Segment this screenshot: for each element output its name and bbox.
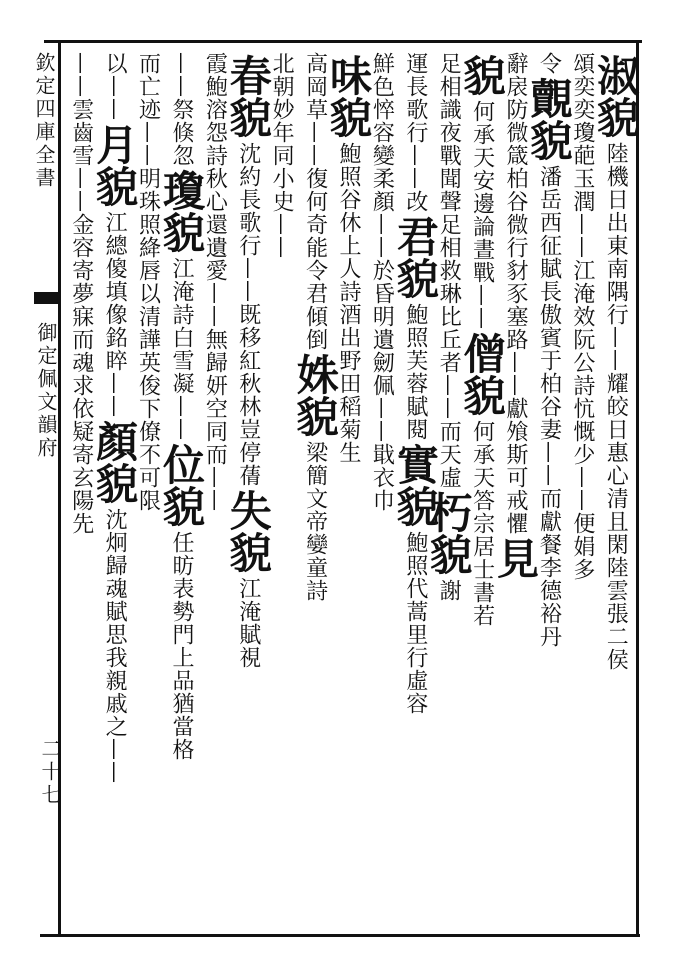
entry-headword: 位貌 — [156, 443, 206, 527]
entry-text: 江淹賦視 — [235, 577, 261, 669]
entry-text: 任昉表勢門上品猶當格 — [168, 531, 194, 761]
entry-text: 鮮色悴容變柔顏 — [369, 52, 395, 213]
entry-text: 何承天安邊論晝戰—— — [469, 100, 495, 330]
entry-text: 扆防微箴柏谷微行豺豕塞路——獻飧斯可戒懼 — [503, 75, 529, 535]
entry-text: 鮑照谷休上人詩酒出野田稻菊生 — [336, 142, 361, 464]
entry-text: 而亡迹 — [135, 52, 161, 121]
entry-text: 頌奕奕瓊葩玉潤——江淹效阮公詩忼慨少——便娟多 — [569, 52, 595, 581]
margin-page-number: 二十七 — [38, 738, 62, 807]
entry-text: 以清譁英俊下僚不可限 — [135, 282, 161, 512]
margin-book-title: 御定佩文韻府 — [34, 322, 58, 460]
entry-headword: 僧貌 — [457, 332, 507, 416]
entry-text: 空同而—— — [202, 397, 228, 512]
entry-text: 梁簡文帝孌童詩 — [302, 441, 328, 602]
entry-text: 鮑溶怨詩秋心還遺愛——無歸妍 — [202, 75, 228, 397]
entry-text: 江淹詩白雪凝—— — [168, 257, 194, 441]
entry-headword: 君貌 — [390, 215, 440, 299]
entry-text: 霞 — [202, 52, 228, 75]
entry-text: 何承天答宗居士書若 — [469, 420, 495, 627]
margin-top-text: 欽定四庫全書 — [32, 52, 56, 190]
entry-headword: 失貌 — [223, 489, 273, 573]
entry-headword: 貌 — [457, 54, 507, 96]
entry-text: 寄夢寐而魂求依疑寄玄陽先 — [68, 259, 94, 535]
entry-text: 鮑照芙蓉賦閱 — [402, 303, 428, 441]
entry-headword: 春貌 — [223, 54, 273, 138]
entry-text: 沈炯歸魂賦思我親戚之—— — [102, 508, 128, 784]
entry-text: 足相識夜戰聞聲足相救 — [436, 52, 462, 282]
bottom-border — [40, 934, 640, 937]
entry-text: 令 — [536, 52, 562, 75]
entry-text: 潘岳西征賦長傲賓于柏谷妻——而獻餐李德裕丹 — [536, 165, 562, 648]
text-column — [59, 52, 103, 932]
top-border — [44, 40, 642, 43]
entry-headword: 瓊貌 — [156, 169, 206, 253]
entry-headword: 姝貌 — [290, 353, 340, 437]
entry-text: 沈約長歌行——既移紅 — [235, 142, 261, 372]
entry-text: 雲齒雪——金容 — [68, 98, 94, 259]
entry-text: ——祭倏忽 — [168, 52, 194, 167]
entry-text: 秋林豈停蒨 — [235, 372, 261, 487]
entry-text: 江總傻填像銘睟 — [102, 211, 128, 372]
entry-text: 北朝 — [269, 52, 295, 98]
entry-headword: 味貌 — [324, 54, 373, 138]
entry-text: —— — [102, 372, 128, 418]
entry-headword: 朽貌 — [424, 491, 474, 575]
entry-headword: 覿貌 — [524, 77, 574, 161]
entry-text: 妙年同小史—— — [269, 98, 295, 259]
entry-text: 辭 — [503, 52, 529, 75]
entry-text: 運長歌行——改 — [402, 52, 428, 213]
entry-text: 鮑照代蒿里行虛容 — [402, 531, 428, 715]
entry-text: 陸機日出東南隅行——耀皎日惠心清且閑陸雲張二侯 — [603, 142, 629, 671]
entry-headword: 見 — [491, 537, 541, 579]
margin-band — [34, 292, 58, 304]
entry-text: ——於昏明 — [369, 213, 395, 328]
entry-text: 琳比丘者——而天虛 — [436, 282, 462, 489]
entry-headword: 月貌 — [90, 123, 140, 207]
entry-text: 高岡草——復何奇能令君傾倒 — [302, 52, 328, 351]
entry-text: ——明珠照絳唇 — [135, 121, 161, 282]
entry-text: 謝 — [436, 579, 462, 602]
entry-text: 遺劒佩——戢衣巾 — [369, 328, 395, 512]
entry-headword: 實貌 — [390, 443, 440, 527]
entry-headword: 淑貌 — [591, 54, 641, 138]
entry-headword: 顏貌 — [90, 420, 140, 504]
entry-text: —— — [68, 52, 94, 98]
entry-text: 以—— — [102, 52, 128, 121]
